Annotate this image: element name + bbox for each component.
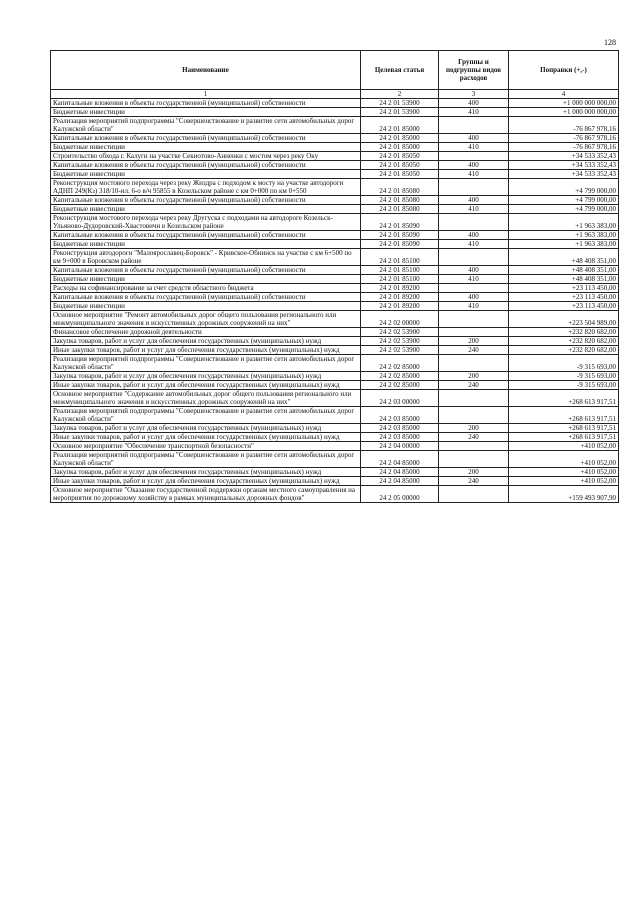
- row-amount: +410 052,00: [509, 451, 619, 468]
- row-code: 24 2 01 85050: [361, 170, 439, 179]
- row-name: Капитальные вложения в объекты государственной (муниципальной) собственности: [51, 266, 361, 275]
- row-name: Капитальные вложения в объекты государственной (муниципальной) собственности: [51, 293, 361, 302]
- table-row: [51, 275, 619, 284]
- row-group: 400: [439, 196, 509, 205]
- row-group: [439, 152, 509, 161]
- row-group: 410: [439, 205, 509, 214]
- row-amount: +23 113 450,00: [509, 293, 619, 302]
- row-code: 24 2 02 00000: [361, 311, 439, 328]
- table-row: [51, 468, 619, 477]
- table-row: [51, 196, 619, 205]
- table-row: [51, 99, 619, 108]
- table-row: [51, 152, 619, 161]
- row-code: 24 2 01 85050: [361, 152, 439, 161]
- row-group: [439, 117, 509, 134]
- row-name: Реконструкция мостового перехода через реку Жиздра с подходом к мосту на участке автодороги АДНП 249(Кз) 318/10-ил. 6-о в/ч 95855 в Козельском районе с км 0+000 по км 0+550: [51, 179, 361, 196]
- row-group: [439, 407, 509, 424]
- row-code: 24 2 02 85000: [361, 355, 439, 372]
- header-groups: Группы и подгруппы видов расходов: [439, 51, 509, 90]
- row-amount: +223 504 989,00: [509, 311, 619, 328]
- row-group: 410: [439, 143, 509, 152]
- row-amount: +23 113 450,00: [509, 284, 619, 293]
- row-code: 24 2 02 53900: [361, 337, 439, 346]
- table-row: [51, 433, 619, 442]
- table-row: [51, 134, 619, 143]
- row-group: [439, 486, 509, 503]
- row-amount: +34 533 352,43: [509, 161, 619, 170]
- row-amount: +410 052,00: [509, 442, 619, 451]
- table-row: [51, 390, 619, 407]
- row-name: Реализация мероприятий подпрограммы "Совершенствование и развитие сети автомобильных дорог Калужской области": [51, 451, 361, 468]
- row-group: 400: [439, 134, 509, 143]
- table-row: [51, 372, 619, 381]
- row-name: Реализация мероприятий подпрограммы "Совершенствование и развитие сети автомобильных дорог Калужской области": [51, 117, 361, 134]
- table-row: [51, 143, 619, 152]
- row-name: Финансовое обеспечение дорожной деятельности: [51, 328, 361, 337]
- row-code: 24 2 01 53900: [361, 99, 439, 108]
- row-code: 24 2 04 85000: [361, 477, 439, 486]
- table-row: [51, 108, 619, 117]
- table-row: [51, 293, 619, 302]
- row-amount: +232 820 682,00: [509, 346, 619, 355]
- row-group: 200: [439, 372, 509, 381]
- col-number: 1: [51, 90, 361, 99]
- row-group: 410: [439, 170, 509, 179]
- row-name: Закупка товаров, работ и услуг для обеспечения государственных (муниципальных) нужд: [51, 372, 361, 381]
- row-code: 24 2 01 85090: [361, 214, 439, 231]
- row-name: Основное мероприятие "Содержание автомобильных дорог общего пользования регионального или межмуниципального значения и искусственных дорожных сооружений на них": [51, 390, 361, 407]
- row-group: [439, 442, 509, 451]
- col-number: 3: [439, 90, 509, 99]
- row-amount: +268 613 917,51: [509, 433, 619, 442]
- table-row: [51, 328, 619, 337]
- table-row: [51, 179, 619, 196]
- row-amount: -76 867 978,16: [509, 134, 619, 143]
- row-code: 24 2 01 85000: [361, 134, 439, 143]
- row-amount: +410 052,00: [509, 468, 619, 477]
- row-code: 24 2 02 85000: [361, 372, 439, 381]
- row-group: [439, 390, 509, 407]
- row-name: Закупка товаров, работ и услуг для обеспечения государственных (муниципальных) нужд: [51, 424, 361, 433]
- row-code: 24 2 02 53900: [361, 328, 439, 337]
- row-amount: +232 820 682,00: [509, 328, 619, 337]
- row-name: Строительство обхода г. Калуги на участке Секиотово-Анненки с мостом через реку Оку: [51, 152, 361, 161]
- table-row: [51, 477, 619, 486]
- table-row: [51, 355, 619, 372]
- row-group: 400: [439, 231, 509, 240]
- table-row: [51, 284, 619, 293]
- row-code: 24 2 03 85000: [361, 424, 439, 433]
- row-code: 24 2 05 00000: [361, 486, 439, 503]
- row-group: [439, 451, 509, 468]
- table-row: [51, 337, 619, 346]
- row-name: Основное мероприятие "Ремонт автомобильных дорог общего пользования регионального или межмуниципального значения и искусственных дорожных сооружений на них": [51, 311, 361, 328]
- row-name: Иные закупки товаров, работ и услуг для обеспечения государственных (муниципальных) нужд: [51, 433, 361, 442]
- row-code: 24 2 01 85090: [361, 240, 439, 249]
- row-amount: +1 000 000 000,00: [509, 108, 619, 117]
- row-code: 24 2 01 85090: [361, 231, 439, 240]
- table-row: [51, 231, 619, 240]
- row-name: Реализация мероприятий подпрограммы "Совершенствование и развитие сети автомобильных дорог Калужской области": [51, 407, 361, 424]
- row-name: Бюджетные инвестиции: [51, 302, 361, 311]
- row-amount: +48 408 351,00: [509, 275, 619, 284]
- row-amount: -76 867 978,16: [509, 117, 619, 134]
- row-name: Капитальные вложения в объекты государственной (муниципальной) собственности: [51, 196, 361, 205]
- table-row: [51, 311, 619, 328]
- row-name: Иные закупки товаров, работ и услуг для обеспечения государственных (муниципальных) нужд: [51, 346, 361, 355]
- row-amount: +268 613 917,51: [509, 407, 619, 424]
- row-code: 24 2 01 89200: [361, 293, 439, 302]
- row-code: 24 2 01 89200: [361, 302, 439, 311]
- table-row: [51, 451, 619, 468]
- row-group: 240: [439, 381, 509, 390]
- row-code: 24 2 01 85000: [361, 117, 439, 134]
- row-amount: -76 867 978,16: [509, 143, 619, 152]
- row-code: 24 2 01 85050: [361, 161, 439, 170]
- row-code: 24 2 01 53900: [361, 108, 439, 117]
- row-amount: +34 533 352,43: [509, 170, 619, 179]
- row-name: Реализация мероприятий подпрограммы "Совершенствование и развитие сети автомобильных дорог Калужской области": [51, 355, 361, 372]
- header-target: Целевая статья: [361, 51, 439, 90]
- row-group: 410: [439, 240, 509, 249]
- table-row: [51, 240, 619, 249]
- row-group: [439, 311, 509, 328]
- row-amount: +232 820 682,00: [509, 337, 619, 346]
- row-amount: -9 315 693,00: [509, 355, 619, 372]
- row-name: Бюджетные инвестиции: [51, 170, 361, 179]
- row-code: 24 2 01 85100: [361, 266, 439, 275]
- header-amount: Поправки (+,-): [509, 51, 619, 90]
- row-group: 200: [439, 337, 509, 346]
- row-name: Реконструкция мостового перехода через реку Другуска с подходами на автодороге Козельск-Ульяново-Дудоровский-Хвастовичи в Козельском районе: [51, 214, 361, 231]
- row-amount: +410 052,00: [509, 477, 619, 486]
- table-row: [51, 302, 619, 311]
- table-row: [51, 346, 619, 355]
- row-amount: +268 613 917,51: [509, 390, 619, 407]
- row-amount: +4 799 000,00: [509, 179, 619, 196]
- row-code: 24 2 04 85000: [361, 451, 439, 468]
- budget-table: [50, 50, 619, 503]
- row-name: Капитальные вложения в объекты государственной (муниципальной) собственности: [51, 161, 361, 170]
- table-row: [51, 205, 619, 214]
- row-group: 410: [439, 302, 509, 311]
- table-row: [51, 442, 619, 451]
- row-group: 400: [439, 266, 509, 275]
- row-code: 24 2 04 85000: [361, 468, 439, 477]
- table-row: [51, 381, 619, 390]
- row-group: 400: [439, 293, 509, 302]
- header-name: Наименование: [51, 51, 361, 90]
- row-code: 24 2 01 89200: [361, 284, 439, 293]
- row-group: [439, 179, 509, 196]
- table-row: [51, 214, 619, 231]
- row-group: [439, 214, 509, 231]
- row-group: [439, 249, 509, 266]
- row-group: 240: [439, 433, 509, 442]
- row-amount: +23 113 450,00: [509, 302, 619, 311]
- page-number: 128: [604, 38, 616, 47]
- row-group: 410: [439, 108, 509, 117]
- row-group: 200: [439, 424, 509, 433]
- row-name: Капитальные вложения в объекты государственной (муниципальной) собственности: [51, 231, 361, 240]
- row-code: 24 2 01 85100: [361, 275, 439, 284]
- table-row: [51, 117, 619, 134]
- row-amount: +4 799 000,00: [509, 196, 619, 205]
- row-name: Расходы на софинансирование за счет средств областного бюджета: [51, 284, 361, 293]
- row-group: 200: [439, 468, 509, 477]
- row-code: 24 2 01 85000: [361, 143, 439, 152]
- row-group: 240: [439, 346, 509, 355]
- table-row: [51, 266, 619, 275]
- row-amount: +1 963 383,00: [509, 240, 619, 249]
- row-amount: +159 493 907,90: [509, 486, 619, 503]
- row-group: [439, 355, 509, 372]
- row-code: 24 2 03 85000: [361, 433, 439, 442]
- row-name: Закупка товаров, работ и услуг для обеспечения государственных (муниципальных) нужд: [51, 337, 361, 346]
- row-group: [439, 328, 509, 337]
- table-row: [51, 424, 619, 433]
- row-code: 24 2 01 85080: [361, 205, 439, 214]
- row-name: Реконструкция автодороги "Малоярославец-Боровск" - Кривское-Обнинск на участке с км 6+500 по км 9+000 в Боровском районе: [51, 249, 361, 266]
- row-amount: +268 613 917,51: [509, 424, 619, 433]
- table-row: [51, 161, 619, 170]
- row-name: Основное мероприятие "Оказание государственной поддержки органам местного самоуправления на мероприятия по дорожному хозяйству в рамках муниципальных дорожных фондов": [51, 486, 361, 503]
- row-amount: +48 408 351,00: [509, 249, 619, 266]
- row-amount: +1 963 383,00: [509, 214, 619, 231]
- row-name: Капитальные вложения в объекты государственной (муниципальной) собственности: [51, 99, 361, 108]
- row-amount: -9 315 693,00: [509, 372, 619, 381]
- table-row: [51, 407, 619, 424]
- row-code: 24 2 01 85080: [361, 179, 439, 196]
- row-group: 240: [439, 477, 509, 486]
- table-row: [51, 249, 619, 266]
- row-group: 400: [439, 161, 509, 170]
- table-row: [51, 170, 619, 179]
- row-name: Закупка товаров, работ и услуг для обеспечения государственных (муниципальных) нужд: [51, 468, 361, 477]
- row-name: Основное мероприятие "Обеспечение транспортной безопасности": [51, 442, 361, 451]
- row-name: Бюджетные инвестиции: [51, 240, 361, 249]
- row-name: Иные закупки товаров, работ и услуг для обеспечения государственных (муниципальных) нужд: [51, 381, 361, 390]
- row-group: 410: [439, 275, 509, 284]
- col-number: 2: [361, 90, 439, 99]
- row-name: Бюджетные инвестиции: [51, 275, 361, 284]
- row-amount: +1 963 383,00: [509, 231, 619, 240]
- row-code: 24 2 03 00000: [361, 390, 439, 407]
- table-row: [51, 486, 619, 503]
- row-name: Бюджетные инвестиции: [51, 108, 361, 117]
- row-name: Иные закупки товаров, работ и услуг для обеспечения государственных (муниципальных) нужд: [51, 477, 361, 486]
- row-amount: +48 408 351,00: [509, 266, 619, 275]
- row-name: Бюджетные инвестиции: [51, 205, 361, 214]
- row-group: [439, 284, 509, 293]
- row-code: 24 2 02 53900: [361, 346, 439, 355]
- row-code: 24 2 01 85100: [361, 249, 439, 266]
- row-code: 24 2 03 85000: [361, 407, 439, 424]
- row-amount: -9 315 693,00: [509, 381, 619, 390]
- row-group: 400: [439, 99, 509, 108]
- col-number: 4: [509, 90, 619, 99]
- table-body: [51, 99, 619, 503]
- row-code: 24 2 01 85080: [361, 196, 439, 205]
- row-amount: +34 533 352,43: [509, 152, 619, 161]
- row-code: 24 2 02 85000: [361, 381, 439, 390]
- row-amount: +1 000 000 000,00: [509, 99, 619, 108]
- row-amount: +4 799 000,00: [509, 205, 619, 214]
- row-name: Бюджетные инвестиции: [51, 143, 361, 152]
- row-name: Капитальные вложения в объекты государственной (муниципальной) собственности: [51, 134, 361, 143]
- row-code: 24 2 04 00000: [361, 442, 439, 451]
